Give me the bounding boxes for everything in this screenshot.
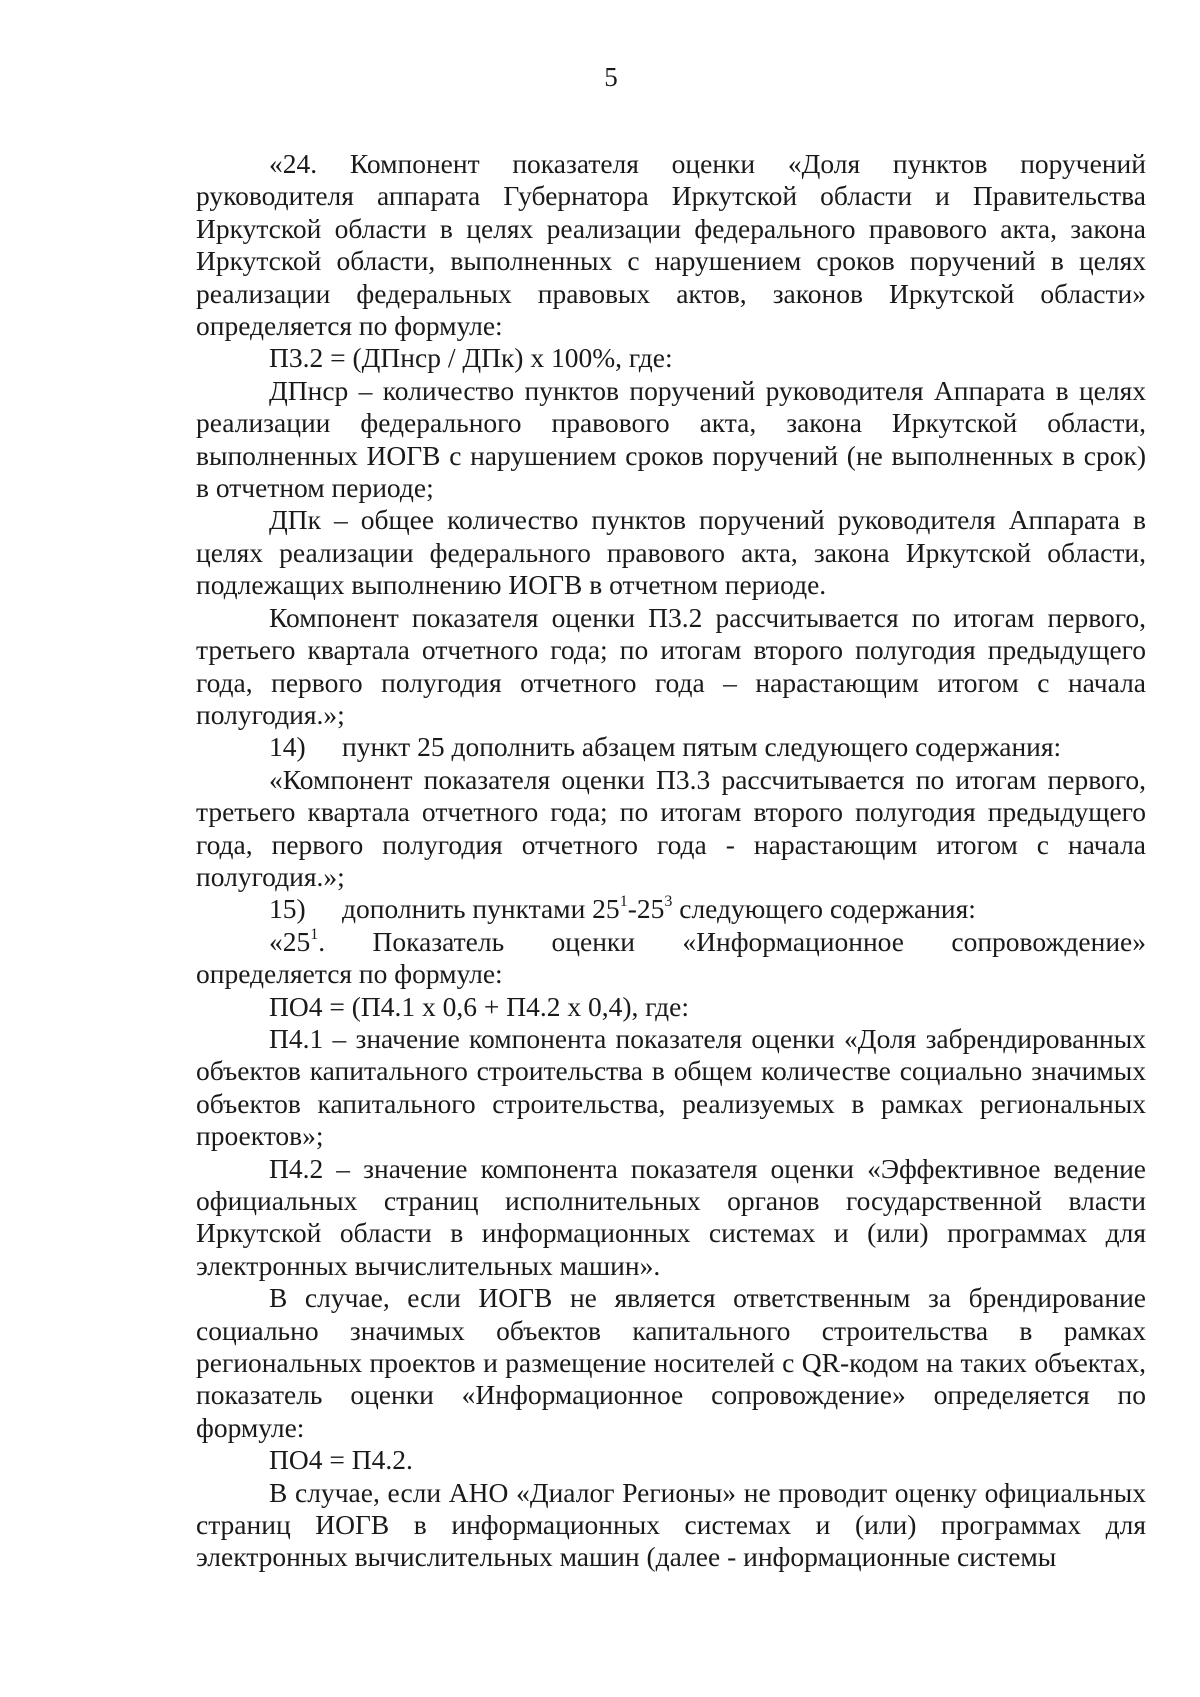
paragraph-text: «25: [269, 925, 311, 957]
superscript: 3: [664, 893, 673, 911]
paragraph-item-25-1: [196, 926, 1146, 991]
paragraph-item-15: [196, 893, 1146, 925]
paragraph-text: следующего содержания:: [672, 893, 976, 925]
paragraph-dpk-definition: ДПк – общее количество пунктов поручений руководителя Аппарата в целях реализации федерального правового акта, закона Иркутской области, подлежащих выполнению ИОГВ в отчетном периоде.: [196, 504, 1146, 601]
paragraph-case-ano-dialog: В случае, если АНО «Диалог Регионы» не проводит оценку официальных страниц ИОГВ в информационных системах и (или) программах для электронных вычислительных машин (далее - информационные системы: [196, 1476, 1146, 1573]
paragraph-item-24: «24. Компонент показателя оценки «Доля пунктов поручений руководителя аппарата Губернатора Иркутской области и Правительства Иркутской области в целях реализации федерального правового акта, закона Иркутской области, выполненных с нарушением сроков поручений в целях реализации федеральных правовых актов, законов Иркутской области» определяется по формуле:: [196, 148, 1146, 342]
list-number: 14): [269, 731, 306, 763]
page-number: 5: [604, 62, 618, 92]
formula-po4-alt: ПО4 = П4.2.: [269, 1444, 413, 1476]
paragraph-p3-2-calculation: Компонент показателя оценки П3.2 рассчитывается по итогам первого, третьего квартала отчетного года; по итогам второго полугодия предыдущего года, первого полугодия отчетного года – нарастающим итогом с начала полугодия.»;: [196, 601, 1146, 730]
paragraph-text: . Показатель оценки «Информационное сопровождение» определяется по формуле:: [196, 925, 1146, 990]
paragraph-p4-1-definition: П4.1 – значение компонента показателя оценки «Доля забрендированных объектов капитального строительства в общем количестве социально значимых объектов капитального строительства, реализуемых в рамках региональных проектов»;: [196, 1022, 1146, 1152]
paragraph-p4-2-definition: П4.2 – значение компонента показателя оценки «Эффективное ведение официальных страниц исполнительных органов государственной власти Иркутской области в информационных системах и (или) программах для электронных вычислительных машин».: [196, 1152, 1146, 1281]
paragraph-item-14: [196, 731, 1146, 763]
paragraph-case-not-responsible: В случае, если ИОГВ не является ответственным за брендирование социально значимых объектов капитального строительства в рамках региональных проектов и размещение носителей с QR-кодом на таких объектах, показатель оценки «Информационное сопровождение» определяется по формуле:: [196, 1282, 1146, 1443]
paragraph-dpnsr-definition: ДПнср – количество пунктов поручений руководителя Аппарата в целях реализации федерального правового акта, закона Иркутской области, выполненных ИОГВ с нарушением сроков поручений (не выполненных в срок) в отчетном периоде;: [196, 374, 1146, 504]
superscript: 1: [310, 925, 319, 943]
paragraph-p3-3-calculation: «Компонент показателя оценки П3.3 рассчитывается по итогам первого, третьего квартала отчетного года; по итогам второго полугодия предыдущего года, первого полугодия отчетного года - нарастающим итогом с начала полугодия.»;: [196, 763, 1146, 892]
superscript: 1: [619, 893, 628, 911]
paragraph-text: дополнить пунктами 25: [342, 893, 620, 925]
paragraph-text: пункт 25 дополнить абзацем пятым следующего содержания:: [342, 731, 1062, 763]
formula-p3-2: П3.2 = (ДПнср / ДПк) х 100%, где:: [269, 342, 673, 374]
paragraph-text: -25: [627, 893, 665, 925]
list-number: 15): [269, 893, 306, 925]
document-body: [196, 148, 1146, 1574]
formula-po4: ПО4 = (П4.1 х 0,6 + П4.2 х 0,4), где:: [269, 990, 690, 1022]
